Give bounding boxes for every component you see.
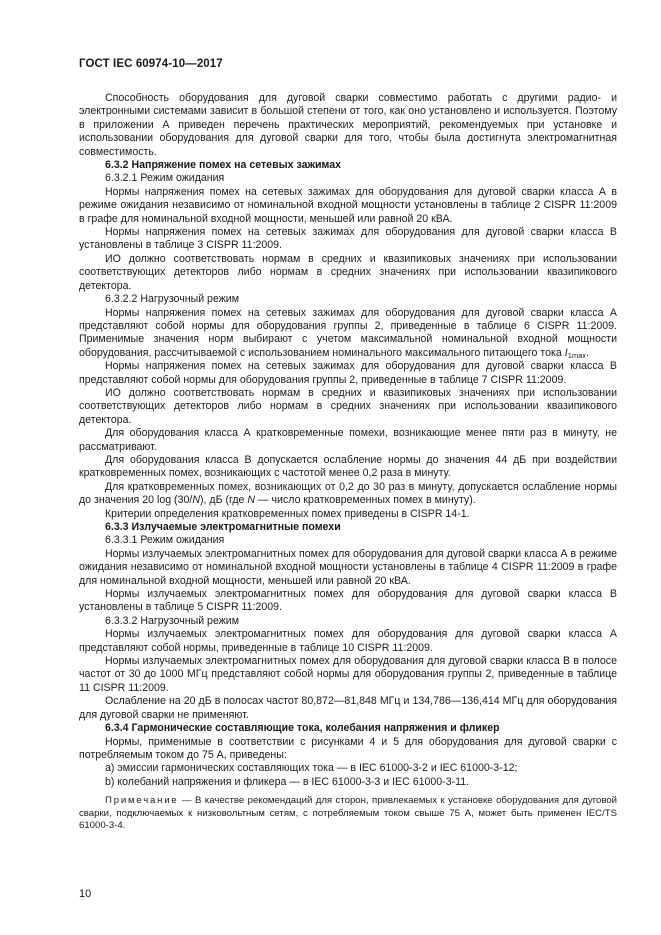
paragraph: ИО должно соответствовать нормам в средних и квазипиковых значениях при использовании соответствующих детекторов либо нормам в средних значениях при использовании квазипикового детектора.	[79, 252, 617, 292]
note-label: Примечание	[105, 795, 179, 807]
page-number: 10	[79, 888, 92, 900]
paragraph: Нормы излучаемых электромагнитных помех для оборудования для дуговой сварки класса В установлены в таблице 5 CISPR 11:2009.	[79, 588, 617, 614]
paragraph-text: ), дБ (где	[199, 494, 248, 507]
section-6-3-3-heading: 6.3.3 Излучаемые электромагнитные помехи	[105, 521, 341, 533]
paragraph: Для оборудования класса А кратковременные помехи, возникающие менее пяти раз в минуту, не рассматривают.	[79, 427, 617, 453]
paragraph: Нормы напряжения помех на сетевых зажимах для оборудования для дуговой сварки класса А в режиме ожидания независимо от номинальной входной мощности установлены в таблице 2 CISPR 11:2009 в графе для номинальной входной мощности, меньшей или равной 20 кВА.	[79, 185, 617, 225]
n-symbol: N	[247, 494, 256, 507]
paragraph-text: Для кратковременных помех, возникающих от 0,2 до 30 раз в минуту, допускается ослабление нормы до значения 20 log (30/	[79, 480, 617, 507]
subsection-6-3-3-2-title: 6.3.3.2 Нагрузочный режим	[105, 614, 240, 627]
paragraph-text: Нормы напряжения помех на сетевых зажимах для оборудования для дуговой сварки класса А представляют собой нормы для оборудования группы 2, приведенные в таблице 6 CISPR 11:2009. Применимые значения норм выбирают с учетом максимальной номинальной входной мощности оборудования, рассчитываемой с использованием номинального максимального питающего тока	[79, 306, 617, 359]
paragraph: Нормы напряжения помех на сетевых зажимах для оборудования для дуговой сварки класса В установлены в таблице 3 CISPR 11:2009.	[79, 226, 617, 252]
subsection-6-3-2-2-title: 6.3.2.2 Нагрузочный режим	[105, 293, 240, 306]
paragraph: ИО должно соответствовать нормам в средних и квазипиковых значениях при использовании соответствующих детекторов либо нормам в средних значениях при использовании квазипикового детектора.	[79, 386, 617, 426]
document-code-header: ГОСТ IEC 60974-10—2017	[79, 58, 223, 70]
paragraph: Критерии определения кратковременных помех приведены в CISPR 14-1.	[105, 507, 470, 520]
note-text: — В качестве рекомендаций для сторон, привлекаемых к установке оборудования для дуговой сварки, подключаемых к низковольтным сетям, с потребляемым током свыше 75 А, может быть применен IEC/TS 61000-3-4.	[79, 795, 617, 831]
paragraph: Для оборудования класса В допускается ослабление нормы до значения 44 дБ при воздействии кратковременных помех, возникающих с частотой менее 0,2 раза в минуту.	[79, 453, 617, 480]
note	[79, 795, 617, 832]
paragraph-current-formula	[79, 307, 617, 361]
paragraph: Нормы излучаемых электромагнитных помех для оборудования для дуговой сварки класса В в полосе частот от 30 до 1000 МГц представляют собой нормы для оборудования группы 2, приведенные в таблице 11 CISPR 11:2009.	[79, 655, 617, 694]
n-symbol: N	[192, 494, 200, 507]
paragraph-end: .	[586, 346, 589, 359]
subsection-6-3-3-1-title: 6.3.3.1 Режим ожидания	[105, 534, 225, 547]
current-subscript: 1max	[567, 350, 587, 360]
paragraph-log-formula	[79, 481, 617, 508]
list-item-b: b) колебаний напряжения и фликера — в IEC 61000-3-3 и IEC 61000-3-11.	[105, 775, 470, 788]
page-body	[79, 92, 617, 832]
paragraph: Нормы напряжения помех на сетевых зажимах для оборудования для дуговой сварки класса В представляют собой нормы для оборудования группы 2, приведенные в таблице 7 CISPR 11:2009.	[79, 360, 617, 386]
list-item-a: a) эмиссии гармонических составляющих тока — в IEC 61000-3-2 и IEC 61000-3-12;	[105, 762, 518, 775]
paragraph: Нормы, применимые в соответствии с рисунками 4 и 5 для оборудования для дуговой сварки с потребляемым током до 75 А, приведены:	[79, 735, 617, 761]
section-6-3-2-heading: 6.3.2 Напряжение помех на сетевых зажимах	[105, 159, 341, 172]
current-symbol: I	[564, 346, 568, 359]
intro-paragraph: Способность оборудования для дуговой сварки совместимо работать с другими радио- и электронными системами зависит в большой степени от того, как оно установлено и используется. Поэтому в приложении А приведен перечень практических мероприятий, рекомендуемых при установке и использовании оборудования для дуговой сварки для того, чтобы была достигнута электромагнитная совместимость.	[79, 92, 617, 158]
section-6-3-4-heading: 6.3.4 Гармонические составляющие тока, колебания напряжения и фликер	[105, 722, 500, 735]
paragraph: Нормы излучаемых электромагнитных помех для оборудования для дуговой сварки класса А в режиме ожидания независимо от номинальной входной мощности установлены в таблице 4 CISPR 11:2009 в графе для номинальной входной мощности, меньшей или равной 20 кВА.	[79, 547, 617, 587]
paragraph: Ослабление на 20 дБ в полосах частот 80,872—81,848 МГц и 134,786—136,414 МГц для оборудования для дуговой сварки не применяют.	[79, 695, 617, 721]
paragraph-text: — число кратковременных помех в минуту).	[255, 494, 476, 507]
subsection-6-3-2-1-title: 6.3.2.1 Режим ожидания	[105, 172, 225, 185]
paragraph: Нормы излучаемых электромагнитных помех для оборудования для дуговой сварки класса А представляют собой нормы, приведенные в таблице 10 CISPR 11:2009.	[79, 628, 617, 654]
